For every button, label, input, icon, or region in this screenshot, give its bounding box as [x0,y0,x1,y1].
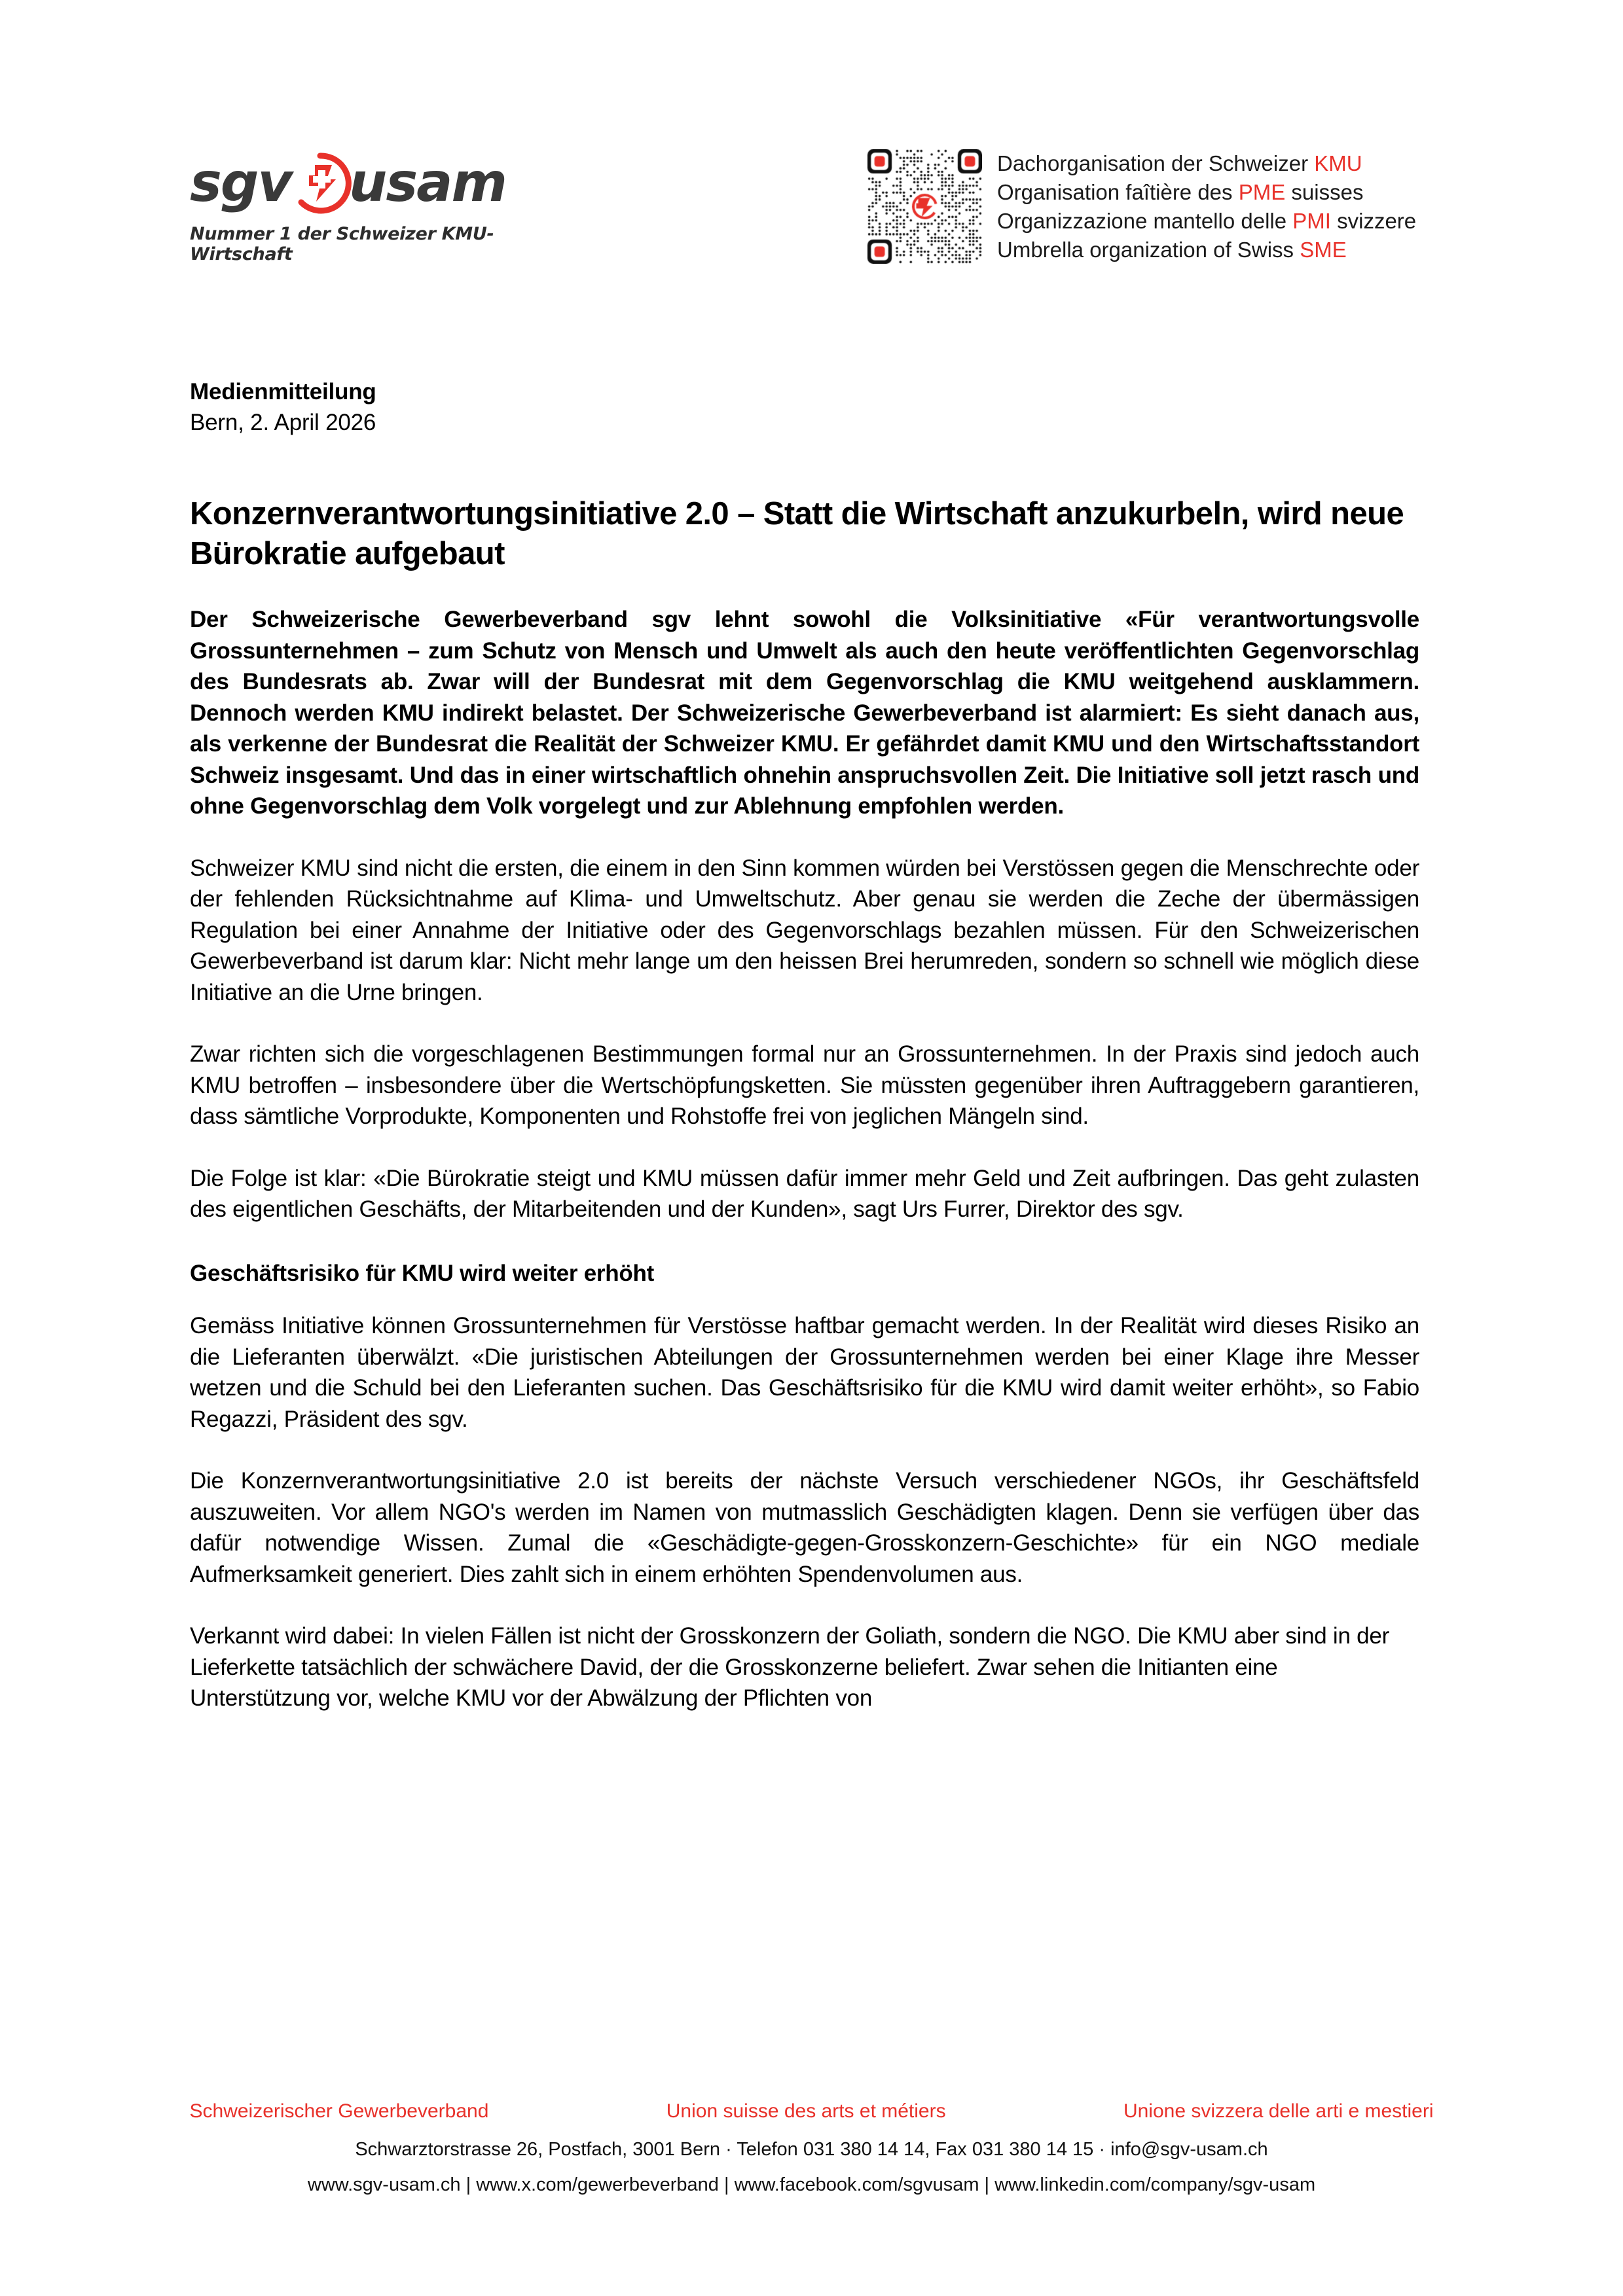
body-paragraph-1: Schweizer KMU sind nicht die ersten, die einem in den Sinn kommen würden bei Verstössen gegen die Menschrechte oder der fehlenden Rücksichtnahme auf Klima- und Umweltschutz. Aber genau sie werden die Zeche der übermässigen Regulation bei einer Annahme der Initiative oder des Gegenvorschlags bezahlen müssen. Für den Schweizerischen Gewerbeverband ist darum klar: Nicht mehr lange um den heissen Brei herumreden, sondern so schnell wie möglich diese Initiative an die Urne bringen. [190,855,1419,1005]
qr-code-icon[interactable] [867,149,982,264]
body-paragraph-5: Die Konzernverantwortungsinitiative 2.0 ist bereits der nächste Versuch verschiedener NGOs, ihr Geschäftsfeld auszuweiten. Vor allem NGO's werden im Namen von mutmasslich Geschädigten klagen. Denn sie verfügen über das dafür notwendige Wissen. Zumal die «Geschädigte-gegen-Grosskonzern-Geschichte» für ein NGO mediale Aufmerksamkeit generiert. Dies zahlt sich in einem erhöhten Spendenvolumen aus. [190,1468,1419,1587]
org-line-it-highlight: PMI [1292,209,1331,233]
footer-org-de: Schweizerischer Gewerbeverband [189,2100,489,2122]
org-line-de-highlight: KMU [1314,151,1362,175]
lead-paragraph: Der Schweizerische Gewerbeverband sgv lehnt sowohl die Volksinitiative «Für verantwortungsvolle Grossunternehmen – zum Schutz von Mensch und Umwelt als auch den heute veröffentlichten Gegenvorschlag des Bundesrats ab. Zwar will der Bundesrat mit dem Gegenvorschlag die KMU weitgehend ausklammern. Dennoch werden KMU indirekt belastet. Der Schweizerische Gewerbeverband ist alarmiert: Es sieht danach aus, als verkenne der Bundesrat die Realität der Schweizer KMU. Er gefährdet damit KMU und den Wirtschaftsstandort Schweiz insgesamt. Und das in einer wirtschaftlich ohnehin anspruchsvollen Zeit. Die Initiative soll jetzt rasch und ohne Gegenvorschlag dem Volk vorgelegt und zur Ablehnung empfohlen werden. [190,607,1419,819]
sgv-usam-logo [190,152,556,264]
document-dateline: Bern, 2. April 2026 [190,410,376,435]
footer-organization-names [190,2098,1434,2125]
org-line-en-highlight: SME [1300,238,1347,262]
page-title: Konzernverantwortungsinitiative 2.0 – Statt die Wirtschaft anzukurbeln, wird neue Bürokratie aufgebaut [190,496,1404,571]
org-line-it [997,207,1416,236]
org-line-en-text: Umbrella organization of Swiss [997,238,1300,262]
org-line-it-text: Organizzazione mantello delle [997,209,1293,233]
document-type-label: Medienmitteilung [190,379,376,404]
logo-tagline: Nummer 1 der Schweizer KMU-Wirtschaft [190,224,494,264]
footer-org-it: Unione svizzera delle arti e mestieri [1123,2100,1434,2122]
body-paragraph-6: Verkannt wird dabei: In vielen Fällen ist nicht der Grosskonzern der Goliath, sondern die NGO. Die KMU aber sind in der Lieferkette tatsächlich der schwächere David, der die Grosskonzerne beliefert. Zwar sehen die Initianten eine Unterstützung vor, welche KMU vor der Abwälzung der Pflichten von [190,1623,1389,1711]
document-body [190,376,1434,1737]
org-line-fr-text: Organisation faîtière des [997,180,1239,204]
org-line-fr-highlight: PME [1238,180,1286,204]
footer-address-line: Schwarztorstrasse 26, Postfach, 3001 Bern · Telefon 031 380 14 14, Fax 031 380 14 15 · info@sgv-usam.ch [355,2139,1268,2160]
body-paragraph-4: Gemäss Initiative können Grossunternehmen für Verstösse haftbar gemacht werden. In der Realität wird dieses Risiko an die Lieferanten überwälzt. «Die juristischen Abteilungen der Grossunternehmen werden bei einer Klage ihre Messer wetzen und die Schuld bei den Lieferanten suchen. Das Geschäftsrisiko für die KMU wird damit weiter erhöht», so Fabio Regazzi, Präsident des sgv. [190,1313,1419,1432]
body-paragraph-2: Zwar richten sich die vorgeschlagenen Bestimmungen formal nur an Grossunternehmen. In der Praxis sind jedoch auch KMU betroffen – insbesondere über die Wertschöpfungsketten. Sie müssten gegenüber ihren Auftraggebern garantieren, dass sämtliche Vorprodukte, Komponenten und Rohstoffe frei von jeglichen Mängeln sind. [190,1041,1419,1129]
org-line-it-suffix: svizzere [1330,209,1417,233]
org-line-de [997,149,1416,178]
org-line-fr-suffix: suisses [1285,180,1364,204]
organization-languages-list [997,149,1416,264]
section-heading-geschaeftsrisiko: Geschäftsrisiko für KMU wird weiter erhöht [190,1260,655,1286]
swiss-cross-circle-icon [287,151,353,216]
qr-code-canvas [867,149,982,264]
logo-mark [190,152,556,215]
body-paragraph-3: Die Folge ist klar: «Die Bürokratie steigt und KMU müssen dafür immer mehr Geld und Zeit aufbringen. Das geht zulasten des eigentlichen Geschäfts, der Mitarbeitenden und der Kunden», sagt Urs Furrer, Direktor des sgv. [190,1165,1419,1222]
org-line-de-text: Dachorganisation der Schweizer [997,151,1315,175]
org-line-en [997,236,1416,264]
footer-org-fr: Union suisse des arts et métiers [666,2100,946,2122]
document-header [0,0,1623,308]
org-line-fr [997,178,1416,207]
logo-word-sgv: sgv [190,152,291,214]
document-footer [0,2098,1623,2198]
logo-word-usam: usam [348,152,506,214]
footer-links-line[interactable]: www.sgv-usam.ch | www.x.com/gewerbeverband | www.facebook.com/sgvusam | www.linkedin.com/company/sgv-usam [307,2174,1316,2195]
